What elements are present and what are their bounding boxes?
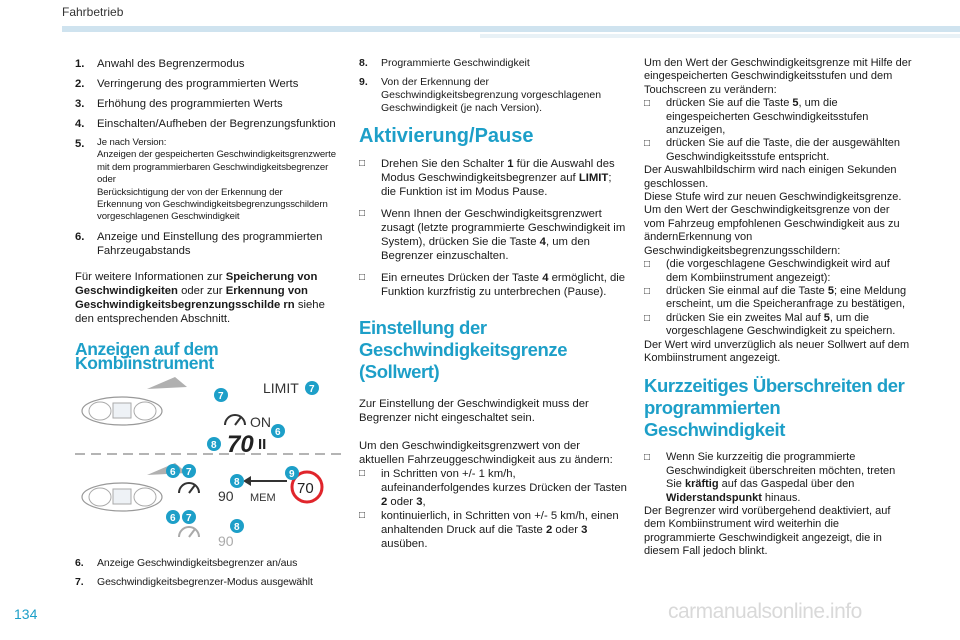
item5-text: Je nach Version: Anzeigen der gespeicherten Geschwindigkeitsgrenzwerte mit dem programmierbaren Geschwindigkeitsbegrenzer oder Berücksichtigung der von der Erkennung der Erkennung von Geschwindigkeitsbegrenzungsschildern vorgeschlagenen Geschwindigkeit — [97, 137, 336, 223]
mem-label: MEM — [250, 492, 276, 504]
bullet-item: □ drücken Sie einmal auf die Taste 5; eine Meldung erscheint, um die Speicheranfrage zu bestätigen, — [644, 284, 907, 311]
svg-text:6: 6 — [170, 513, 176, 524]
figure-captions — [75, 557, 343, 597]
header-bar — [62, 26, 960, 32]
svg-text:6: 6 — [170, 467, 176, 478]
page-number: 134 — [14, 606, 38, 622]
bullet-item: □ Drehen Sie den Schalter 1 für die Auswahl des Modus Geschwindigkeitsbegrenzer auf LIMIT; die Funktion ist im Modus Pause. — [359, 158, 615, 198]
bullet-square-icon: □ — [644, 98, 651, 110]
paragraph: Der Begrenzer wird vorübergehend deaktiviert, auf dem Kombiinstrument wird weiterhin die programmierte Geschwindigkeit angezeigt, die in diesem Fall jedoch blinkt. — [644, 504, 891, 558]
sign-value: 70 — [297, 480, 314, 497]
programmed-speed: 90 — [218, 488, 234, 504]
svg-text:8: 8 — [211, 440, 217, 451]
badge-icon — [285, 466, 299, 480]
bullet-square-icon: □ — [644, 452, 651, 464]
heading-kombiinstrument: Anzeigen auf dem Kombiinstrument — [75, 338, 219, 373]
list-item: 6. Anzeige und Einstellung des programmierten Fahrzeugabstands — [75, 230, 323, 257]
watermark: carmanualsonline.info — [668, 600, 862, 623]
bullet-square-icon: □ — [359, 208, 366, 219]
svg-text:7: 7 — [218, 391, 224, 402]
paragraph: Der Wert wird unverzüglich als neuer Sollwert auf dem Kombiinstrument angezeigt. — [644, 338, 910, 364]
caption-item: 6. Anzeige Geschwindigkeitsbegrenzer an/aus — [75, 557, 298, 569]
instrument-diagram — [75, 377, 343, 552]
bullet-square-icon: □ — [644, 285, 651, 297]
badge-icon — [271, 424, 285, 438]
list-item: 2. Verringerung des programmierten Werts — [75, 78, 299, 90]
bullet-square-icon: □ — [644, 312, 651, 324]
heading-einstellung: Einstellung der Geschwindigkeitsgrenze (Sollwert) — [359, 317, 568, 382]
badge-icon — [214, 388, 228, 402]
paragraph: Um den Wert der Geschwindigkeitsgrenze mit Hilfe der eingespeicherten Geschwindigkeitsstufen und dem Touchscreen zu verändern: — [644, 57, 912, 96]
bullet-item: □ drücken Sie auf die Taste, die der ausgewählten Geschwindigkeitsstufe entspricht. — [644, 137, 901, 163]
programmed-speed-dim: 90 — [218, 533, 234, 549]
instrument-cluster-icon — [82, 483, 162, 511]
bullet-square-icon: □ — [359, 272, 366, 283]
right-column — [644, 57, 912, 559]
heading-aktivierung: Aktivierung/Pause — [359, 125, 534, 147]
instrument-figure — [75, 377, 343, 552]
list-item: 4. Einschalten/Aufheben der Begrenzungsfunktion — [75, 118, 336, 130]
badge-icon — [166, 510, 180, 524]
svg-text:8: 8 — [234, 477, 240, 488]
bullet-square-icon: □ — [359, 468, 366, 479]
paragraph: Diese Stufe wird zur neuen Geschwindigkeitsgrenze. — [644, 191, 902, 204]
middle-column — [359, 57, 627, 559]
badge-icon — [230, 474, 244, 488]
bullet-item: □ Wenn Sie kurzzeitig die programmierte Geschwindigkeit überschreiten möchten, treten Sie kräftig auf das Gaspedal über den Widerstandspunkt hinaus. — [644, 451, 896, 504]
svg-text:7: 7 — [186, 513, 192, 524]
badge-icon — [182, 464, 196, 478]
badge-icon — [207, 437, 221, 451]
speedometer-icon — [225, 415, 245, 425]
on-label: ON — [250, 414, 271, 430]
pause-symbol: II — [258, 436, 267, 453]
bullet-square-icon: □ — [359, 158, 366, 169]
list-item: 9. Von der Erkennung der Geschwindigkeitsbegrenzung vorgeschlagenen Geschwindigkeit (je nach Version). — [359, 76, 602, 114]
svg-text:9: 9 — [289, 469, 295, 480]
limit-label: LIMIT — [263, 380, 299, 396]
bullet-square-icon: □ — [644, 138, 651, 150]
badge-icon — [230, 519, 244, 533]
caption-item: 7. Geschwindigkeitsbegrenzer-Modus ausgewählt — [75, 576, 313, 588]
badge-icon — [305, 381, 319, 395]
bullet-item: □ kontinuierlich, in Schritten von +/- 5 km/h, einen anhaltenden Druck auf die Taste 2 oder 3 ausüben. — [359, 510, 619, 550]
paragraph: Der Auswahlbildschirm wird nach einigen Sekunden geschlossen. — [644, 164, 897, 190]
instrument-cluster-icon — [82, 397, 162, 425]
legend-list — [75, 57, 343, 258]
speed-value: 70 — [227, 431, 254, 458]
bullet-item: □ (die vorgeschlagene Geschwindigkeit wird auf dem Kombiinstrument angezeigt): — [644, 258, 890, 284]
svg-text:8: 8 — [234, 522, 240, 533]
list-item: 8. Programmierte Geschwindigkeit — [359, 57, 530, 69]
bullet-item: □ drücken Sie auf die Taste 5, um die eingespeicherten Geschwindigkeitsstufen anzuzeigen, — [644, 97, 869, 137]
svg-text:6: 6 — [275, 427, 281, 438]
paragraph: Um den Wert der Geschwindigkeitsgrenze von der vom Fahrzeug empfohlenen Geschwindigkeit aus zu ändernErkennung von Geschwindigkeitsbegrenzungsschildern: — [644, 204, 900, 257]
bullet-item: □ Wenn Ihnen der Geschwindigkeitsgrenzwert zusagt (letzte programmierte Geschwindigkeit im System), drücken Sie die Taste 4, um den Begrenzer einzuschalten. — [359, 208, 626, 262]
badge-icon — [166, 464, 180, 478]
svg-text:7: 7 — [309, 384, 315, 395]
bullet-square-icon: □ — [359, 510, 366, 521]
paragraph: Zur Einstellung der Geschwindigkeit muss der Begrenzer nicht eingeschaltet sein. — [359, 398, 589, 424]
paragraph: Um den Geschwindigkeitsgrenzwert von der aktuellen Fahrzeuggeschwindigkeit aus zu ändern: — [359, 440, 613, 466]
list-item: 5. Je nach Version: Anzeigen der gespeicherten Geschwindigkeitsgrenzwerte mit dem programmierbaren Geschwindigkeitsbegrenzer oder Berücksichtigung der von der Erkennung der Erkennung von Geschwindigkeitsbegrenzungsschildern vorgeschlagenen Geschwindigkeit — [75, 137, 336, 223]
section-header: Fahrbetrieb — [62, 5, 124, 19]
speedometer-icon — [179, 483, 199, 493]
bullet-square-icon: □ — [644, 259, 651, 271]
info-paragraph: Für weitere Informationen zur Speicherung von Geschwindigkeiten oder zur Erkennung von Geschwindigkeitsbegrenzungsschilde rn siehe den entsprechenden Abschnitt. — [75, 270, 325, 325]
list-item: 3. Erhöhung des programmierten Werts — [75, 98, 283, 110]
heading-kurzzeitiges: Kurzzeitiges Überschreiten der programmierten Geschwindigkeit — [644, 375, 905, 441]
svg-text:7: 7 — [186, 467, 192, 478]
list-item: 1. Anwahl des Begrenzermodus — [75, 58, 245, 70]
bullet-item: □ in Schritten von +/- 1 km/h, aufeinanderfolgendes kurzes Drücken der Tasten 2 oder 3, — [359, 468, 627, 508]
left-column — [75, 57, 343, 373]
header-bar-secondary — [480, 34, 960, 38]
arrow-pointer-icon — [147, 377, 187, 389]
bullet-item: □ drücken Sie ein zweites Mal auf 5, um die vorgeschlagene Geschwindigkeit zu speichern. — [644, 311, 896, 338]
bullet-item: □ Ein erneutes Drücken der Taste 4 ermöglicht, die Funktion kurzfristig zu unterbrechen (Pause). — [359, 272, 626, 298]
speedometer-icon — [179, 527, 199, 537]
badge-icon — [182, 510, 196, 524]
